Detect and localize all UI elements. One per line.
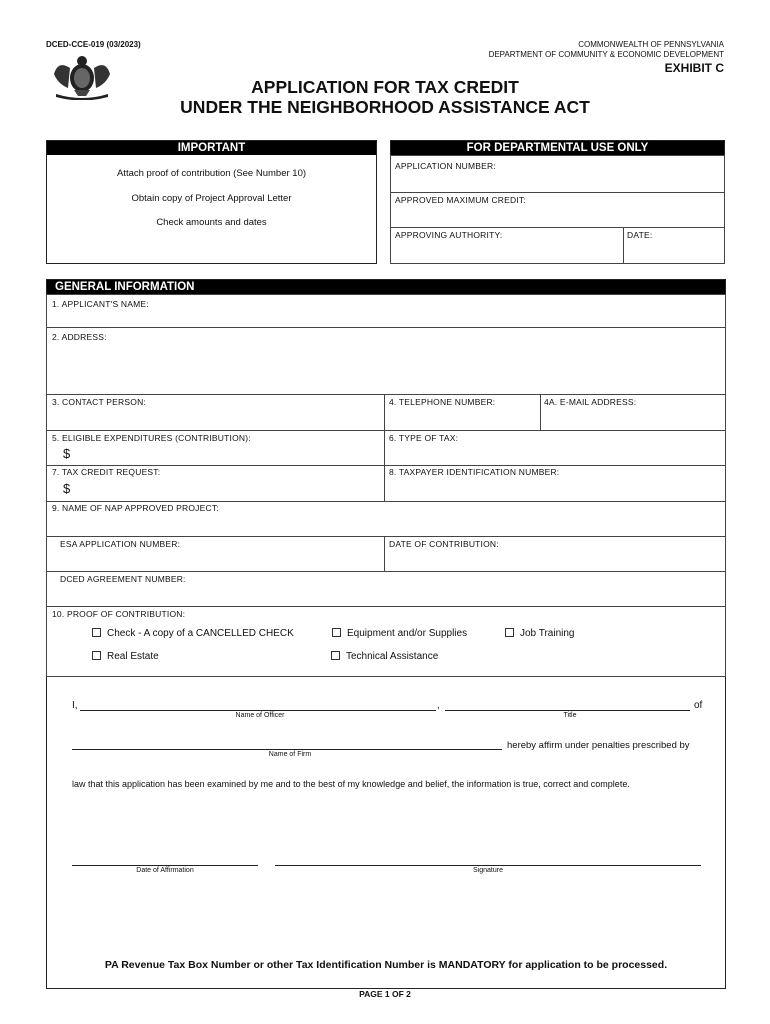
date-of-affirmation-caption: Date of Affirmation bbox=[136, 867, 194, 874]
checkbox[interactable] bbox=[92, 628, 101, 637]
proof-of-contribution-label: 10. PROOF OF CONTRIBUTION: bbox=[52, 609, 186, 619]
technical-assistance-option-label: Technical Assistance bbox=[346, 651, 439, 662]
equipment-option[interactable] bbox=[332, 628, 467, 639]
departmental-use-header: FOR DEPARTMENTAL USE ONLY bbox=[391, 141, 724, 155]
title-line1: APPLICATION FOR TAX CREDIT bbox=[251, 77, 519, 97]
dollar-sign: $ bbox=[63, 446, 71, 461]
signature-line[interactable] bbox=[275, 865, 701, 866]
check-option[interactable] bbox=[92, 628, 294, 639]
dept-date-label: DATE: bbox=[627, 230, 653, 240]
taxpayer-id-label: 8. TAXPAYER IDENTIFICATION NUMBER: bbox=[389, 467, 560, 477]
real-estate-option-label: Real Estate bbox=[107, 651, 159, 662]
checkbox[interactable] bbox=[331, 651, 340, 660]
page-number: PAGE 1 OF 2 bbox=[359, 989, 411, 999]
name-of-officer-caption: Name of Officer bbox=[235, 712, 285, 719]
job-training-option-label: Job Training bbox=[520, 628, 575, 639]
dced-agreement-number-label: DCED AGREEMENT NUMBER: bbox=[60, 574, 186, 584]
email-label: 4A. E-MAIL ADDRESS: bbox=[544, 397, 637, 407]
project-name-label: 9. NAME OF NAP APPROVED PROJECT: bbox=[52, 503, 219, 513]
signature-caption: Signature bbox=[473, 867, 503, 874]
form-id: DCED-CCE-019 (03/2023) bbox=[46, 40, 141, 49]
technical-assistance-option[interactable] bbox=[331, 651, 438, 662]
title-caption: Title bbox=[563, 712, 577, 719]
officer-name-line[interactable] bbox=[80, 710, 436, 711]
approving-authority-label: APPROVING AUTHORITY: bbox=[395, 230, 503, 240]
applicant-name-label: 1. APPLICANT'S NAME: bbox=[52, 299, 149, 309]
affirm-of: of bbox=[694, 700, 703, 711]
eligible-expenditures-label: 5. ELIGIBLE EXPENDITURES (CONTRIBUTION): bbox=[52, 433, 251, 443]
affirm-i: I, bbox=[72, 700, 78, 711]
important-item: Obtain copy of Project Approval Letter bbox=[131, 193, 292, 204]
agency-line2: DEPARTMENT OF COMMUNITY & ECONOMIC DEVELOPMENT bbox=[488, 50, 724, 59]
officer-title-line[interactable] bbox=[445, 710, 690, 711]
equipment-option-label: Equipment and/or Supplies bbox=[347, 628, 468, 639]
hereby-text: hereby affirm under penalties prescribed by bbox=[507, 740, 690, 751]
affirmation-date-line[interactable] bbox=[72, 865, 258, 866]
firm-name-line[interactable] bbox=[72, 749, 502, 750]
real-estate-option[interactable] bbox=[92, 651, 159, 662]
date-of-contribution-label: DATE OF CONTRIBUTION: bbox=[389, 539, 499, 549]
checkbox[interactable] bbox=[505, 628, 514, 637]
exhibit-label: EXHIBIT C bbox=[664, 61, 724, 75]
affirmation-statement: law that this application has been examined by me and to the best of my knowledge and belief, the information is true, correct and complete. bbox=[72, 779, 630, 789]
important-header: IMPORTANT bbox=[47, 141, 376, 155]
title-line2: UNDER THE NEIGHBORHOOD ASSISTANCE ACT bbox=[180, 97, 590, 117]
esa-application-number-label: ESA APPLICATION NUMBER: bbox=[60, 539, 181, 549]
general-information-header: GENERAL INFORMATION bbox=[47, 280, 725, 294]
name-of-firm-caption: Name of Firm bbox=[268, 751, 312, 758]
application-number-label: APPLICATION NUMBER: bbox=[395, 161, 496, 171]
telephone-label: 4. TELEPHONE NUMBER: bbox=[389, 397, 496, 407]
important-item: Check amounts and dates bbox=[156, 217, 267, 228]
tax-credit-request-label: 7. TAX CREDIT REQUEST: bbox=[52, 467, 161, 477]
mandatory-notice: PA Revenue Tax Box Number or other Tax Identification Number is MANDATORY for application to be processed. bbox=[104, 959, 668, 971]
affirm-comma: , bbox=[437, 700, 440, 711]
job-training-option[interactable] bbox=[505, 628, 574, 639]
checkbox[interactable] bbox=[332, 628, 341, 637]
important-item: Attach proof of contribution (See Number 10) bbox=[116, 168, 307, 179]
type-of-tax-label: 6. TYPE OF TAX: bbox=[389, 433, 459, 443]
checkbox[interactable] bbox=[92, 651, 101, 660]
dollar-sign: $ bbox=[63, 481, 71, 496]
address-field[interactable] bbox=[46, 327, 726, 395]
contact-person-label: 3. CONTACT PERSON: bbox=[52, 397, 146, 407]
check-option-label: Check - A copy of a CANCELLED CHECK bbox=[107, 628, 294, 639]
approved-max-credit-label: APPROVED MAXIMUM CREDIT: bbox=[395, 195, 526, 205]
address-label: 2. ADDRESS: bbox=[52, 332, 107, 342]
agency-line1: COMMONWEALTH OF PENNSYLVANIA bbox=[578, 40, 724, 49]
